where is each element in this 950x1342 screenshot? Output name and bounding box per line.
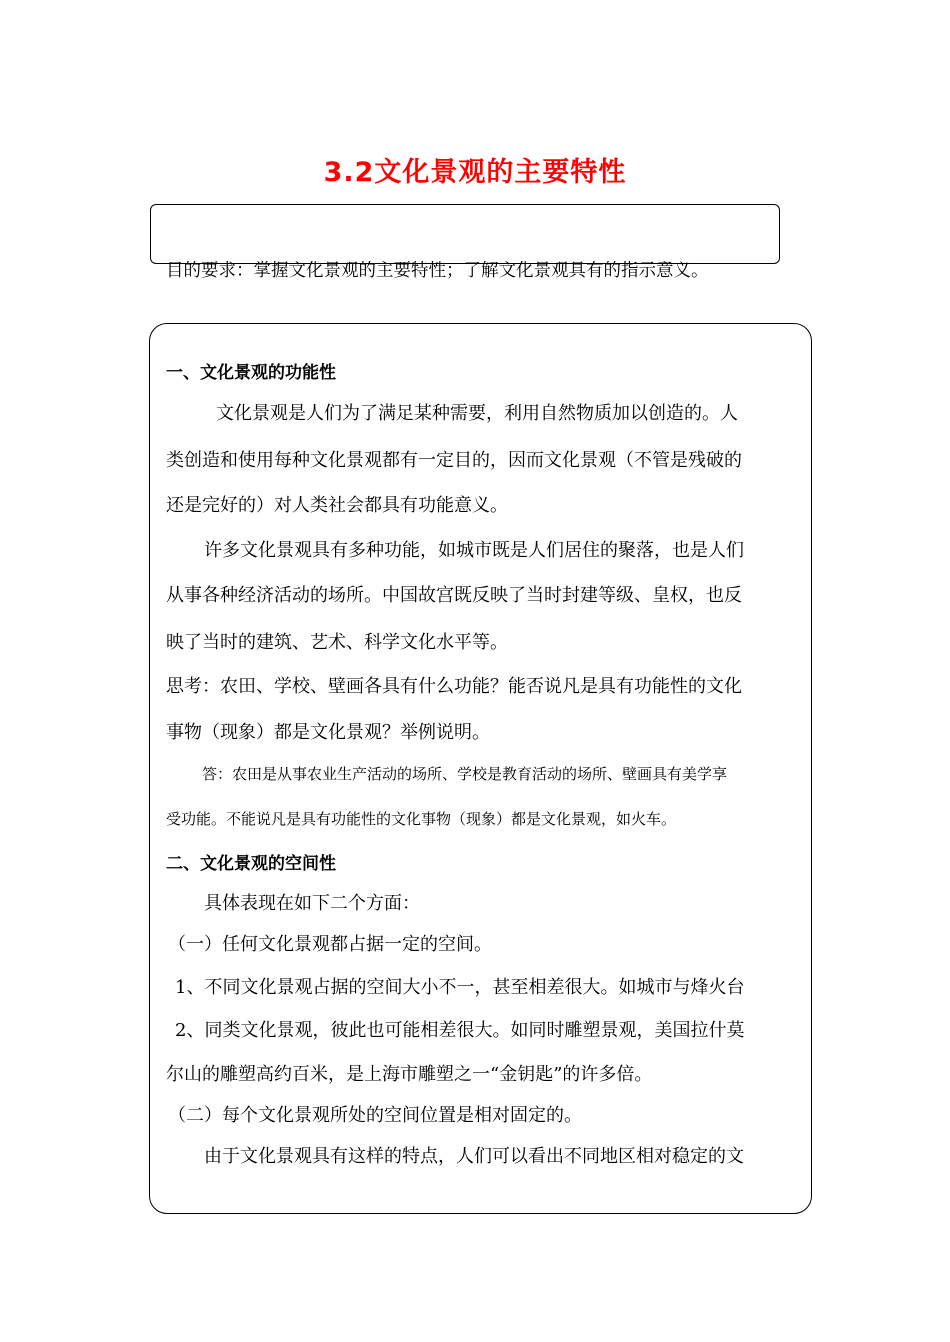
paragraph-line: 2、同类文化景观，彼此也可能相差很大。如同时雕塑景观，美国拉什莫 — [175, 1020, 745, 1041]
answer-line: 受功能。不能说凡是具有功能性的文化事物（现象）都是文化景观，如火车。 — [166, 810, 677, 828]
paragraph-line: 还是完好的）对人类社会都具有功能意义。 — [166, 495, 508, 516]
paragraph-line: 由于文化景观具有这样的特点，人们可以看出不同地区相对稳定的文 — [204, 1146, 744, 1167]
paragraph-line: 许多文化景观具有多种功能，如城市既是人们居住的聚落，也是人们 — [204, 540, 744, 561]
question-line: 思考：农田、学校、壁画各具有什么功能？能否说凡是具有功能性的文化 — [166, 676, 742, 697]
objective-box — [150, 204, 780, 264]
paragraph-line: 文化景观是人们为了满足某种需要，利用自然物质加以创造的。人 — [216, 403, 738, 424]
paragraph-line: 映了当时的建筑、艺术、科学文化水平等。 — [166, 632, 508, 653]
paragraph-line: 尔山的雕塑高约百米，是上海市雕塑之一“金钥匙”的许多倍。 — [166, 1064, 653, 1085]
page-title: 3.2文化景观的主要特性 — [323, 157, 627, 188]
answer-line: 答：农田是从事农业生产活动的场所、学校是教育活动的场所、壁画具有美学享 — [202, 765, 728, 783]
section-heading-function: 一、文化景观的功能性 — [166, 363, 336, 383]
paragraph-line: （二）每个文化景观所处的空间位置是相对固定的。 — [168, 1105, 582, 1126]
paragraph-line: （一）任何文化景观都占据一定的空间。 — [168, 934, 492, 955]
objective-text: 目的要求：掌握文化景观的主要特性；了解文化景观具有的指示意义。 — [166, 261, 709, 281]
paragraph-line: 从事各种经济活动的场所。中国故宫既反映了当时封建等级、皇权，也反 — [166, 585, 742, 606]
paragraph-line: 具体表现在如下二个方面： — [204, 893, 420, 914]
question-line: 事物（现象）都是文化景观？举例说明。 — [166, 722, 490, 743]
section-heading-space: 二、文化景观的空间性 — [166, 854, 336, 874]
paragraph-line: 类创造和使用每种文化景观都有一定目的，因而文化景观（不管是残破的 — [166, 450, 742, 471]
paragraph-line: 1、不同文化景观占据的空间大小不一，甚至相差很大。如城市与烽火台 — [175, 977, 745, 998]
